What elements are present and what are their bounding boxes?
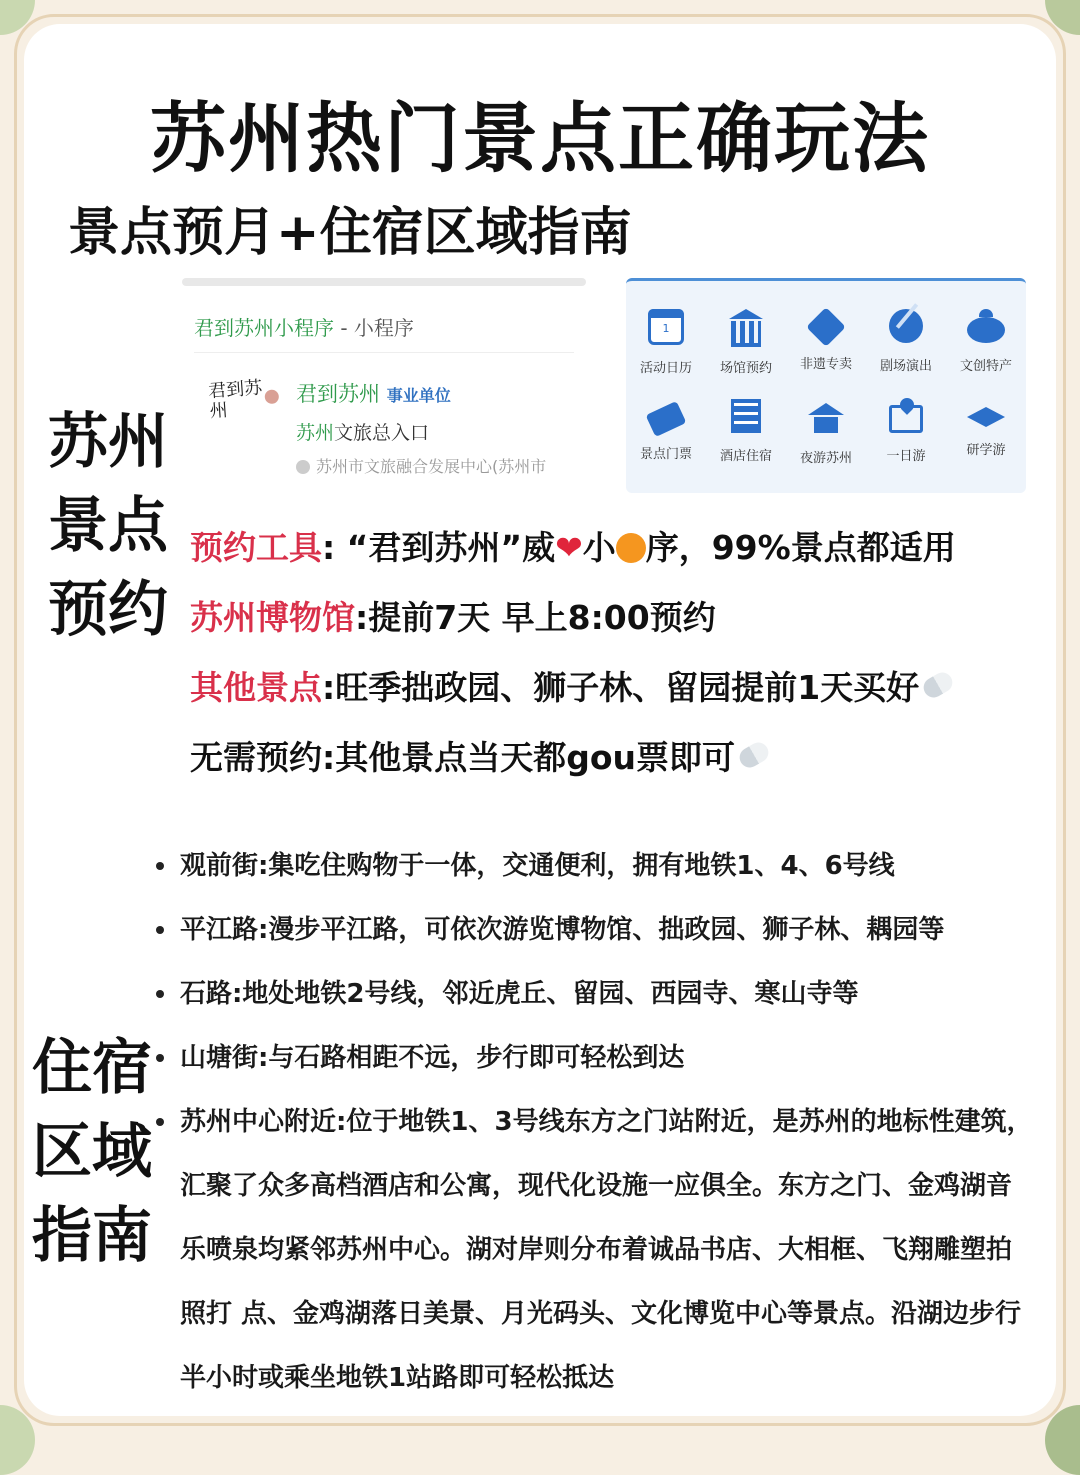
seal-icon — [264, 389, 279, 404]
hotel-icon — [731, 399, 761, 433]
account-tag: 事业单位 — [386, 386, 451, 405]
list-item: 山塘街:与石路相距不远，步行即可轻松到达 — [156, 1026, 1036, 1090]
list-item: 观前街:集吃住购物于一体，交通便利，拥有地铁1、4、6号线 — [156, 834, 1036, 898]
verified-icon — [296, 460, 310, 474]
calendar-icon — [648, 309, 684, 345]
menu-item-venue-booking[interactable]: 场馆预约 — [706, 309, 786, 376]
account-name[interactable]: 君到苏州 事业单位 — [296, 382, 451, 406]
menu-item-heritage-shop[interactable]: 非遗专卖 — [786, 309, 866, 372]
accommodation-list — [156, 834, 1036, 1410]
list-item: 苏州中心附近:位于地铁1、3号线东方之门站附近，是苏州的地标性建筑，汇聚了众多高档酒店和公寓，现代化设施一应俱全。东方之门、金鸡湖音乐喷泉均紧邻苏州中心。湖对岸则分布着诚品书店、大相框、飞翔雕塑拍照打 点、金鸡湖落日美景、月光码头、文化博览中心等景点。沿湖边步行半小时或乘坐地铁1站路即可轻松抵达 — [156, 1090, 1036, 1410]
account-organization: 苏州市文旅融合发展中心(苏州市 — [296, 454, 586, 477]
booking-tool-line: 预约工具: “君到苏州”威❤小 序，99%景点都适用 — [190, 528, 956, 567]
menu-item-tickets[interactable]: 景点门票 — [626, 399, 706, 462]
menu-item-activity-calendar[interactable]: 1 活动日历 — [626, 309, 706, 376]
lodging-section-label: 住宿 区域 指南 — [32, 1033, 152, 1271]
teapot-icon — [967, 317, 1005, 343]
guitar-icon — [889, 309, 923, 343]
page-title: 苏州热门景点正确玩法 — [150, 94, 930, 183]
menu-item-hotels[interactable]: 酒店住宿 — [706, 399, 786, 464]
card-topbar — [182, 278, 586, 286]
map-pin-icon — [889, 405, 923, 433]
menu-item-study-tour[interactable]: 研学游 — [946, 399, 1026, 458]
page-subtitle: 景点预月+住宿区域指南 — [68, 203, 632, 263]
list-item: 石路:地处地铁2号线，邻近虎丘、留园、西园寺、寒山寺等 — [156, 962, 1036, 1026]
graduation-cap-icon — [967, 407, 1005, 427]
calligraphy-logo: 君到苏州 — [208, 378, 273, 452]
pill-icon — [736, 739, 772, 771]
menu-item-cultural-products[interactable]: 文创特产 — [946, 309, 1026, 374]
mini-program-card[interactable] — [182, 278, 586, 488]
account-description: 苏州文旅总入口 — [296, 422, 430, 444]
booking-section-label: 苏州 景点 预约 — [48, 407, 168, 645]
museum-booking-line: 苏州博物馆:提前7天 早上8:00预约 — [190, 598, 716, 637]
menu-item-night-tour[interactable]: 夜游苏州 — [786, 399, 866, 466]
heritage-icon — [806, 307, 846, 347]
mini-program-title[interactable]: 君到苏州小程序 - 小程序 — [194, 316, 414, 340]
ticket-icon — [646, 401, 687, 437]
mini-program-menu — [626, 278, 1026, 493]
pill-icon — [920, 669, 956, 701]
list-item: 平江路:漫步平江路，可依次游览博物馆、拙政园、狮子林、耦园等 — [156, 898, 1036, 962]
other-sights-line: 其他景点:旺季拙政园、狮子林、留园提前1天买好 — [190, 662, 953, 709]
card-divider — [194, 352, 574, 353]
menu-item-day-trip[interactable]: 一日游 — [866, 399, 946, 464]
orange-icon — [616, 533, 646, 563]
pagoda-icon — [808, 399, 844, 435]
no-booking-line: 无需预约:其他景点当天都gou票即可 — [190, 732, 769, 779]
menu-item-theater[interactable]: 剧场演出 — [866, 309, 946, 374]
museum-icon — [729, 309, 763, 345]
heart-icon: ❤ — [555, 528, 583, 567]
